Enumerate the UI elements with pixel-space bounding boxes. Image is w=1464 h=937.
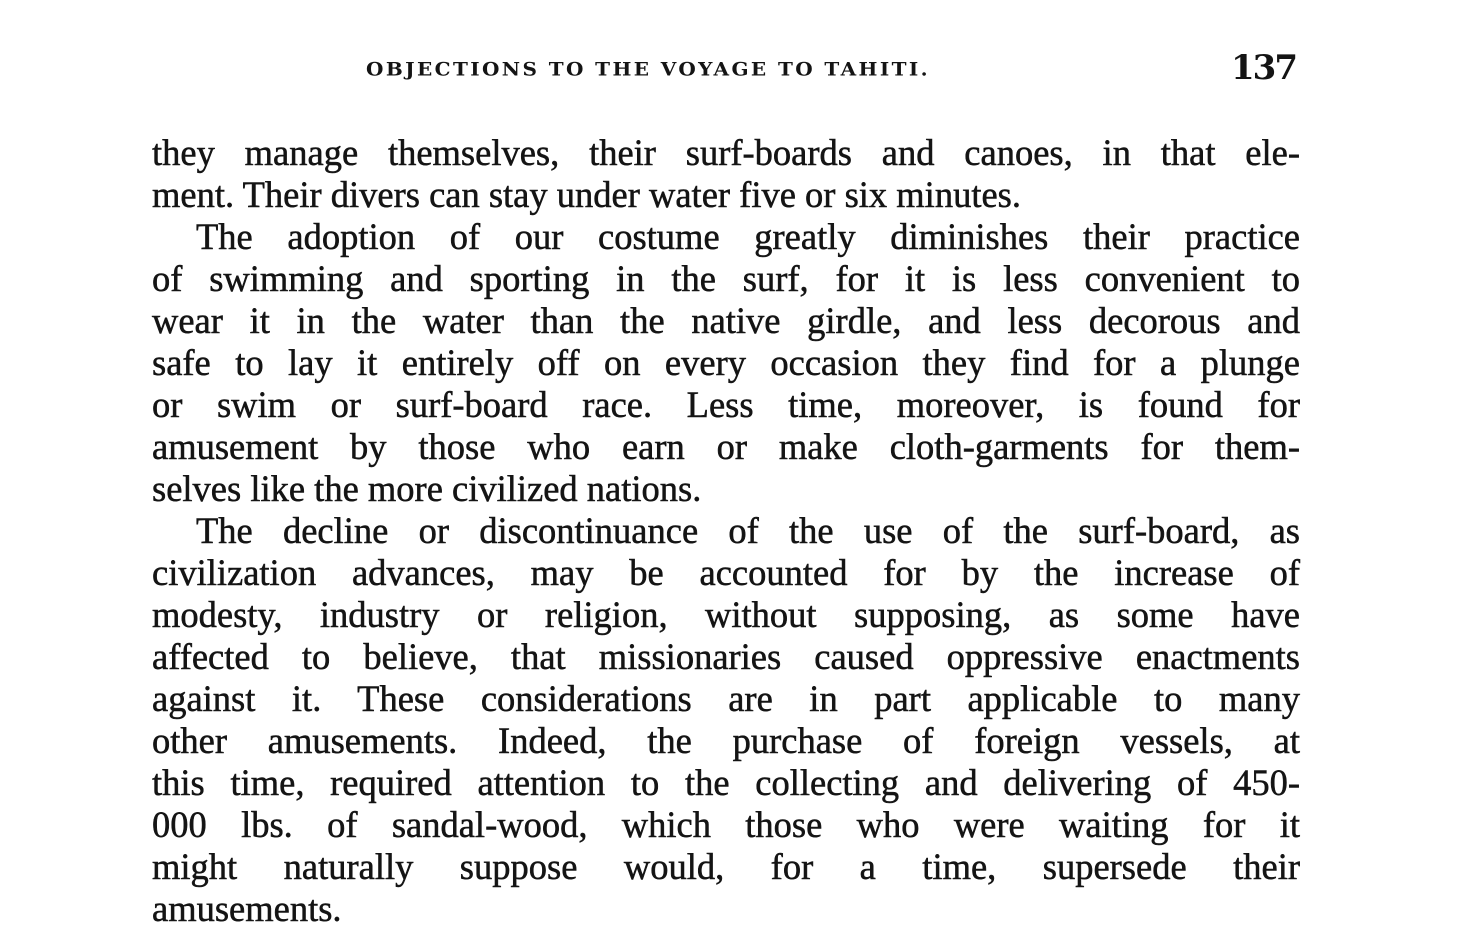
text-line: they manage themselves, their surf-boards and canoes, in that ele-: [152, 132, 1300, 173]
page-number: 137: [1231, 48, 1296, 88]
text-line: other amusements. Indeed, the purchase of foreign vessels, at: [152, 720, 1300, 761]
text-line: against it. These considerations are in part applicable to many: [152, 678, 1300, 719]
body-text: [152, 132, 1300, 930]
paragraph-first-line: The adoption of our costume greatly diminishes their practice: [196, 216, 1300, 257]
text-line: or swim or surf-board race. Less time, moreover, is found for: [152, 384, 1300, 425]
text-line: modesty, industry or religion, without supposing, as some have: [152, 594, 1300, 635]
text-line: of swimming and sporting in the surf, for it is less convenient to: [152, 258, 1300, 299]
text-line: amusements.: [152, 888, 342, 929]
text-line: ment. Their divers can stay under water five or six minutes.: [152, 174, 1021, 215]
text-line: selves like the more civilized nations.: [152, 468, 702, 509]
text-line: 000 lbs. of sandal-wood, which those who were waiting for it: [152, 804, 1300, 845]
running-head: [152, 46, 1300, 96]
text-line: might naturally suppose would, for a time, supersede their: [152, 846, 1300, 887]
text-line: amusement by those who earn or make cloth-garments for them-: [152, 426, 1300, 467]
running-title: OBJECTIONS TO THE VOYAGE TO TAHITI.: [366, 58, 930, 81]
text-line: wear it in the water than the native girdle, and less decorous and: [152, 300, 1300, 341]
text-line: civilization advances, may be accounted for by the increase of: [152, 552, 1300, 593]
paragraph-first-line: The decline or discontinuance of the use of the surf-board, as: [196, 510, 1300, 551]
text-line: this time, required attention to the collecting and delivering of 450-: [152, 762, 1300, 803]
text-line: affected to believe, that missionaries caused oppressive enactments: [152, 636, 1300, 677]
text-line: safe to lay it entirely off on every occasion they find for a plunge: [152, 342, 1300, 383]
